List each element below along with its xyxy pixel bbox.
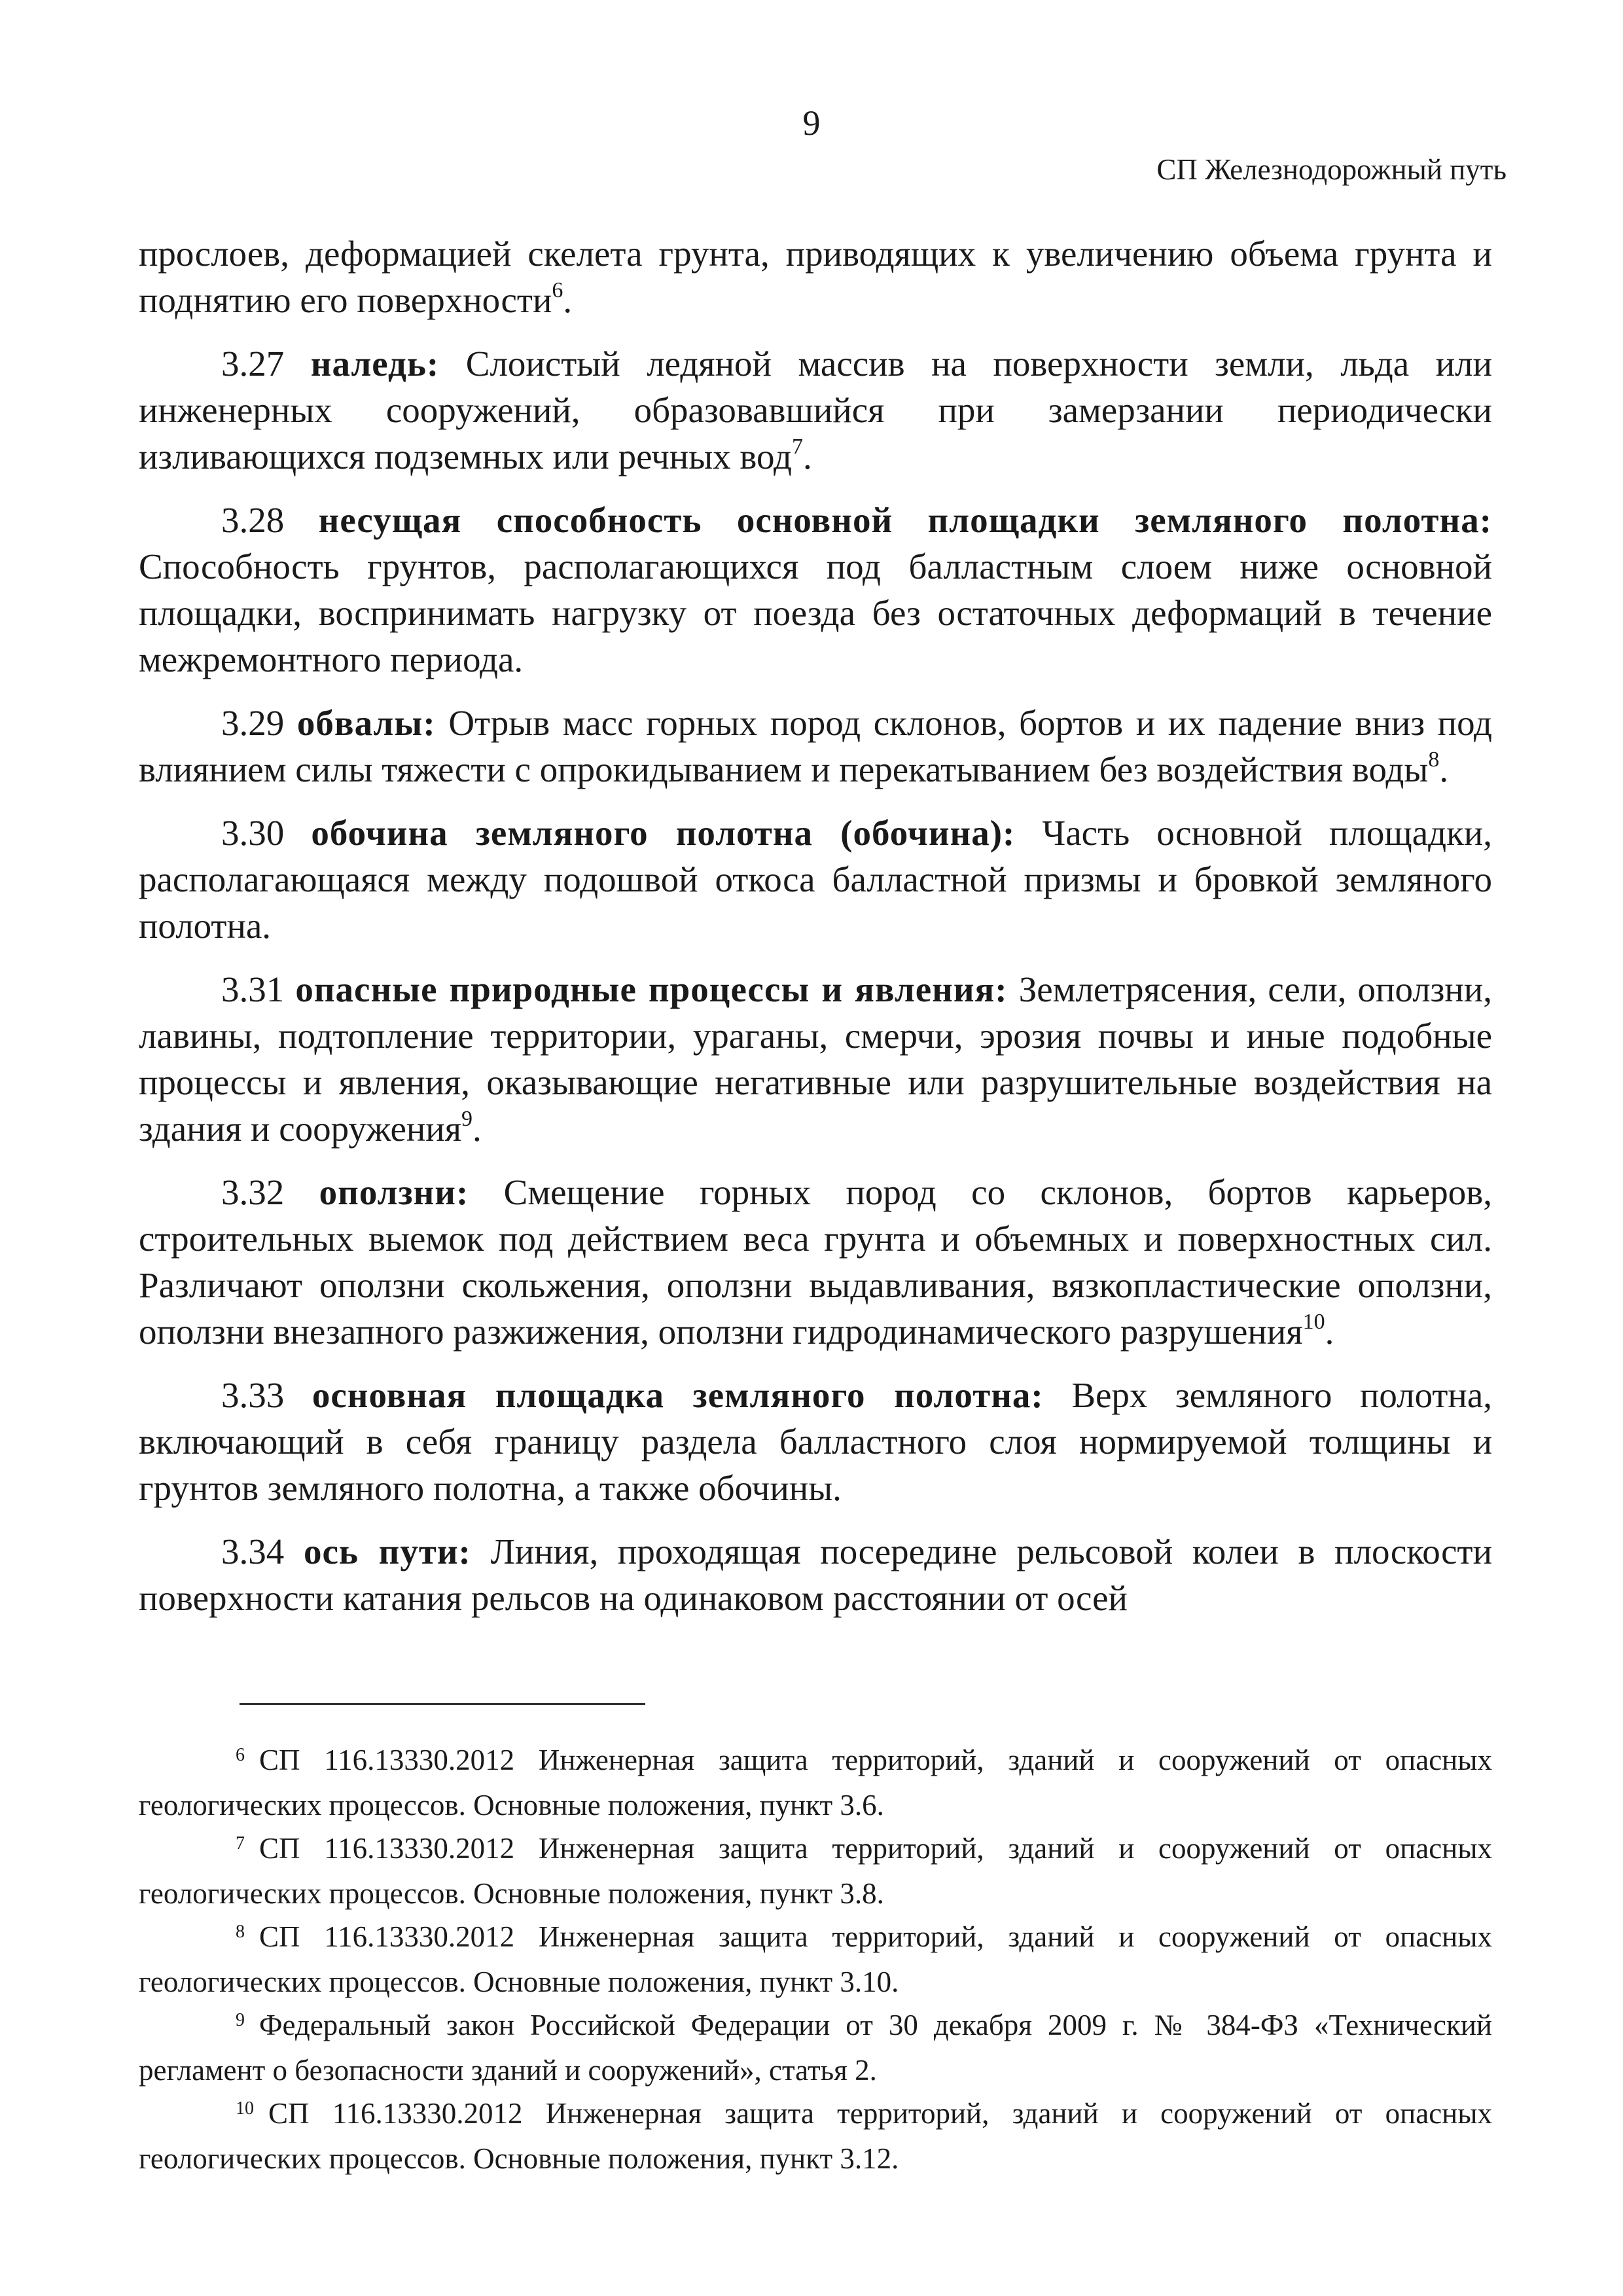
definition-text: Отрыв масс горных пород склонов, бортов и их падение вниз под влиянием силы тяжести с опрокидыванием и перекатыванием без воздействия воды [139, 703, 1492, 789]
footnote-text: СП 116.13330.2012 Инженерная защита территорий, зданий и сооружений от опасных геологических процессов. Основные положения, пункт 3.6. [139, 1744, 1492, 1821]
footnote-7 [139, 1828, 1492, 1914]
definition-3-33 [139, 1372, 1492, 1511]
definition-text: Способность грунтов, располагающихся под балластным слоем ниже основной площадки, воспринимать нагрузку от поезда без остаточных деформаций в течение межремонтного периода. [139, 547, 1492, 679]
defined-term: обочина земляного полотна (обочина): [311, 813, 1016, 853]
footnote-ref-8[interactable]: 8 [1428, 747, 1440, 772]
definition-3-28 [139, 497, 1492, 683]
definition-text: Землетрясения, сели, оползни, лавины, подтопление территории, ураганы, смерчи, эрозия почвы и иные подобные процессы и явления, оказывающие негативные или разрушительные воздействия на здания и сооружения [139, 969, 1493, 1149]
paragraph-continuation: прослоев, деформацией скелета грунта, приводящих к увеличению объема грунта и поднятию его поверхности$^6$. [139, 234, 1492, 320]
defined-term: обвалы: [296, 703, 436, 743]
footnote-mark: 9 [236, 2010, 245, 2030]
definition-3-34 [139, 1528, 1492, 1621]
clause-number: 3.34 [221, 1532, 285, 1571]
footnote-9 [139, 2005, 1492, 2090]
definition-3-27: 3.27 наледь: Слоистый ледяной массив на поверхности земли, льда или инженерных сооружений, образовавшийся при замерзании периодически изливающихся подземных или речных вод$^7$. [139, 344, 1493, 476]
definition-3-30 [139, 810, 1492, 949]
footnote-ref-9[interactable]: 9 [461, 1106, 473, 1131]
footnote-separator [240, 1703, 645, 1705]
definition-3-31: 3.31 опасные природные процессы и явления: Землетрясения, сели, оползни, лавины, подтопление территории, ураганы, смерчи, эрозия почвы и иные подобные процессы и явления, оказывающие негативные или разрушительные воздействия на здания и сооружения$^9$. [139, 969, 1493, 1149]
footnote-8 [139, 1916, 1492, 2002]
footnote-mark: 8 [236, 1922, 245, 1942]
defined-term: оползни: [319, 1172, 469, 1212]
clause-number: 3.29 [221, 703, 285, 743]
clause-number: 3.30 [221, 813, 285, 853]
defined-term: несущая способность основной площадки земляного полотна: [318, 500, 1493, 540]
footnote-mark: 7 [236, 1833, 245, 1854]
definition-text: Слоистый ледяной массив на поверхности земли, льда или инженерных сооружений, образовавшийся при замерзании периодически изливающихся подземных или речных вод [139, 344, 1493, 476]
page-number: 9 [802, 103, 821, 143]
main-text [139, 230, 1492, 1638]
footnote-mark: 6 [236, 1745, 245, 1765]
definition-text: Линия, проходящая посередине рельсовой колеи в плоскости поверхности катания рельсов на одинаковом расстоянии от осей [139, 1532, 1493, 1618]
footnotes [139, 1740, 1492, 2181]
clause-number: 3.33 [221, 1375, 285, 1415]
definition-text: Верх земляного полотна, включающий в себя границу раздела балластного слоя нормируемой толщины и грунтов земляного полотна, а также обочины. [139, 1375, 1493, 1508]
footnote-text: СП 116.13330.2012 Инженерная защита территорий, зданий и сооружений от опасных геологических процессов. Основные положения, пункт 3.10. [139, 1920, 1492, 1998]
definition-text: Часть основной площадки, располагающаяся между подошвой откоса балластной призмы и бровкой земляного полотна. [139, 813, 1493, 946]
clause-number: 3.28 [221, 500, 285, 540]
defined-term: опасные природные процессы и явления: [295, 969, 1008, 1009]
clause-number: 3.32 [221, 1172, 285, 1212]
clause-number: 3.27 [221, 344, 285, 384]
footnote-6 [139, 1740, 1492, 1825]
footnote-text: СП 116.13330.2012 Инженерная защита территорий, зданий и сооружений от опасных геологических процессов. Основные положения, пункт 3.8. [139, 1832, 1492, 1910]
footnote-ref-7[interactable]: 7 [791, 434, 803, 459]
footnote-10 [139, 2093, 1492, 2179]
definition-text: Смещение горных пород со склонов, бортов карьеров, строительных выемок под действием веса грунта и объемных и поверхностных сил. Различают оползни скольжения, оползни выдавливания, вязкопластические оползни, оползни внезапного разжижения, оползни гидродинамического разрушения [139, 1172, 1493, 1352]
defined-term: наледь: [310, 344, 440, 384]
footnote-text: Федеральный закон Российской Федерации от 30 декабря 2009 г. № 384-ФЗ «Технический регламент о безопасности зданий и сооружений», статья 2. [139, 2009, 1492, 2087]
footnote-mark: 10 [236, 2098, 254, 2119]
defined-term: основная площадка земляного полотна: [312, 1375, 1044, 1415]
clause-number: 3.31 [221, 969, 285, 1009]
defined-term: ось пути: [303, 1532, 471, 1571]
definition-3-29: 3.29 обвалы: Отрыв масс горных пород склонов, бортов и их падение вниз под влиянием силы тяжести с опрокидыванием и перекатыванием без воздействия воды$^8$. [139, 703, 1492, 789]
definition-3-32: 3.32 оползни: Смещение горных пород со склонов, бортов карьеров, строительных выемок под действием веса грунта и объемных и поверхностных сил. Различают оползни скольжения, оползни выдавливания, вязкопластические оползни, оползни внезапного разжижения, оползни гидродинамического разрушения$^{10}$. [139, 1172, 1493, 1352]
running-header: СП Железнодорожный путь [1156, 153, 1507, 186]
footnote-ref-10[interactable]: 10 [1302, 1309, 1325, 1334]
footnote-ref-6[interactable]: 6 [552, 278, 563, 302]
footnote-text: СП 116.13330.2012 Инженерная защита территорий, зданий и сооружений от опасных геологических процессов. Основные положения, пункт 3.12. [139, 2097, 1492, 2175]
